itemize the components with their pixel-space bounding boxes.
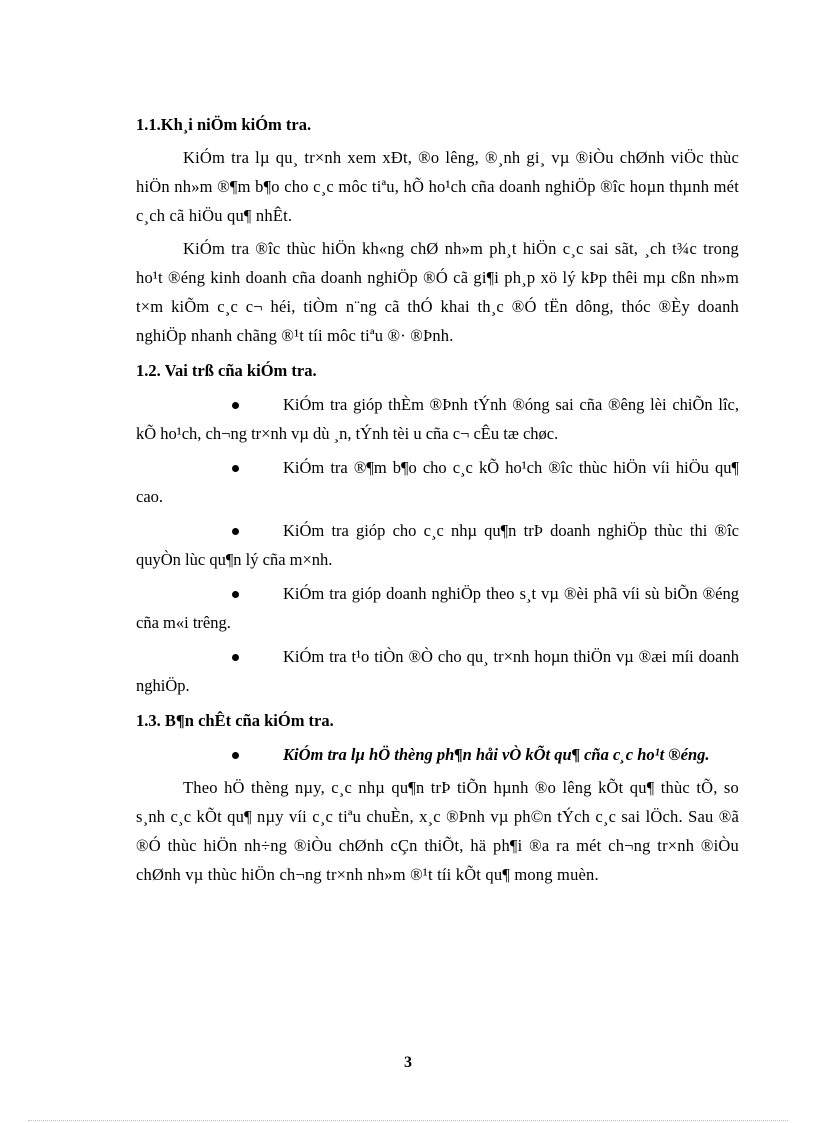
paragraph: KiÓm tra lµ qu¸ tr×nh xem xÐt, ®o lêng, ®¸nh gi¸ vµ ®iÒu chØnh viÖc thùc hiÖn nh»m ®¶m b¶o cho c¸c môc tiªu, hÕ ho¹ch cña doanh nghiÖp ®îc hoµn thµnh mét c¸ch cã hiÖu qu¶ nhÊt. [136,148,739,225]
paragraph: Theo hÖ thèng nµy, c¸c nhµ qu¶n trÞ tiÕn hµnh ®o lêng kÕt qu¶ thùc tÕ, so s¸nh c¸c kÕt qu¶ nµy víi c¸c tiªu chuÈn, x¸c ®Þnh vµ ph©n tÝch c¸c sai lÖch. Sau ®ã ®Ó thùc hiÖn nh÷ng ®iÒu chØnh cÇn thiÕt, hä ph¶i ®a ra mét ch¬ng tr×nh ®iÒu chØnh vµ thùc hiÖn ch¬ng tr×nh nh»m ®¹t tíi kÕt qu¶ mong muèn. [136,778,739,884]
bullet-item: KiÓm tra gióp cho c¸c nhµ qu¶n trÞ doanh nghiÖp thùc thi ®îc quyÒn lùc qu¶n lý cña m×nh. [136,521,739,569]
bullet-item: KiÓm tra ®¶m b¶o cho c¸c kÕ ho¹ch ®îc thùc hiÖn víi hiÖu qu¶ cao. [136,458,739,506]
bullet-dot-icon [232,528,239,535]
section-heading-1-3: 1.3. B¶n chÊt cña kiÓm tra. [136,711,334,730]
bullet-item: KiÓm tra t¹o tiÒn ®Ò cho qu¸ tr×nh hoµn thiÖn vµ ®æi míi doanh nghiÖp. [136,647,739,695]
paragraph: KiÓm tra ®îc thùc hiÖn kh«ng chØ nh»m ph¸t hiÖn c¸c sai sãt, ¸ch t¾c trong ho¹t ®éng kinh doanh cña doanh nghiÖp ®Ó cã gi¶i ph¸p xö lý kÞp thêi mµ cßn nh»m t×m kiÕm c¸c c¬ héi, tiÒm n¨ng cã thÓ khai th¸c ®Ó tËn dông, thóc ®Èy doanh nghiÖp nhanh chãng ®¹t tíi môc tiªu ®· ®Þnh. [136,239,739,345]
bullet-dot-icon [232,402,239,409]
section-heading-1-2: 1.2. Vai trß cña kiÓm tra. [136,361,317,380]
bullet-dot-icon [232,654,239,661]
section-heading-1-1: 1.1.Kh¸i niÖm kiÓm tra. [136,115,312,134]
document-body [136,104,739,889]
bullet-item: KiÓm tra gióp thÈm ®Þnh tÝnh ®óng sai cña ®êng lèi chiÕn lîc, kÕ ho¹ch, ch¬ng tr×nh vµ dù ¸n, tÝnh tèi u cña c¬ cÊu tæ chøc. [136,395,739,443]
bullet-item: KiÓm tra gióp doanh nghiÖp theo s¸t vµ ®èi phã víi sù biÕn ®éng cña m«i trêng. [136,584,739,632]
page-bottom-divider [28,1120,788,1121]
emphasis-bullet: KiÓm tra lµ hÖ thèng ph¶n håi vÒ kÕt qu¶ cña c¸c ho¹t ®éng. [136,735,739,769]
bullet-dot-icon [232,465,239,472]
bullet-dot-icon [232,752,239,759]
page-number: 3 [404,1054,412,1071]
bullet-list [136,385,739,700]
bullet-dot-icon [232,591,239,598]
